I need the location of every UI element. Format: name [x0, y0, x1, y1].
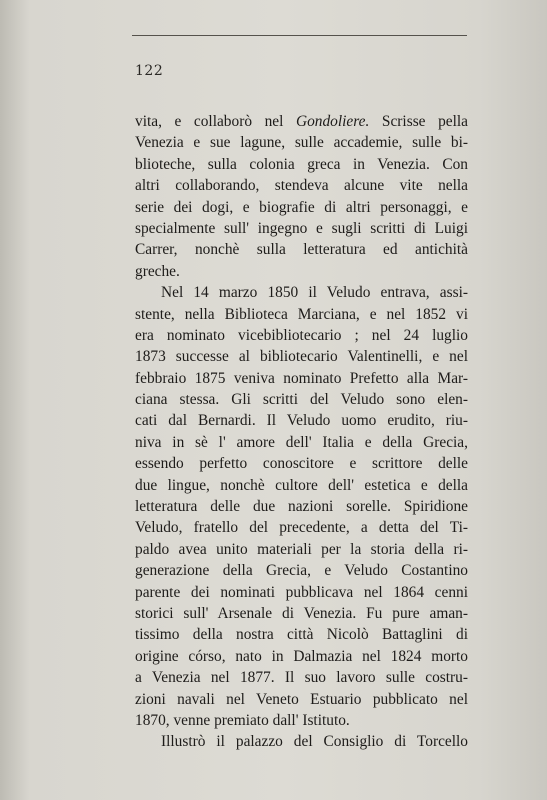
text-line-segment: stente, nella Biblioteca Marciana, e nel 1852 vi [135, 305, 468, 323]
text-line-segment: essendo perfetto conoscitore e scrittore delle [135, 455, 468, 473]
text-line [135, 239, 468, 260]
text-line [135, 154, 468, 175]
text-line [135, 667, 468, 688]
header-rule [132, 35, 467, 36]
text-line [135, 453, 468, 474]
text-line [135, 539, 468, 560]
text-line [135, 218, 468, 239]
text-line [135, 410, 468, 431]
text-line [135, 325, 468, 346]
text-line [135, 496, 468, 517]
text-line-segment: Venezia e sue lagune, sulle accademie, sulle bi- [135, 134, 468, 152]
text-line-segment: Illustrò il palazzo del Consiglio di Torcello [161, 733, 468, 751]
text-line [135, 475, 468, 496]
text-line [135, 261, 468, 282]
text-line-segment: Nel 14 marzo 1850 il Veludo entrava, assi- [161, 284, 468, 302]
text-line-segment: era nominato vicebibliotecario ; nel 24 luglio [135, 326, 468, 344]
text-line [135, 304, 468, 325]
text-line-segment: niva in sè l' amore dell' Italia e della Grecia, [135, 433, 468, 451]
text-line [135, 517, 468, 538]
text-line [135, 689, 468, 710]
text-line-segment: febbraio 1875 veniva nominato Prefetto alla Mar- [135, 369, 468, 387]
text-line-segment: zioni navali nel Veneto Estuario pubblicato nel [135, 690, 468, 708]
text-line-segment: paldo avea unito materiali per la storia della ri- [135, 540, 468, 558]
text-line-segment: due lingue, nonchè cultore dell' estetica e della [135, 476, 468, 494]
text-line-segment: tissimo della nostra città Nicolò Battaglini di [135, 626, 468, 644]
text-line-segment: specialmente sull' ingegno e sugli scritti di Luigi [135, 219, 468, 237]
text-line [135, 624, 468, 645]
text-line-segment: Scrisse pella [369, 113, 468, 130]
text-line [135, 132, 468, 153]
text-line-segment: letteratura delle due nazioni sorelle. Spiridione [135, 498, 468, 516]
text-line-segment: Veludo, fratello del precedente, a detta del Ti- [135, 519, 468, 537]
text-line-segment: a Venezia nel 1877. Il suo lavoro sulle costru- [135, 669, 468, 687]
text-line [135, 111, 468, 132]
text-line-segment: Carrer, nonchè sulla letteratura ed antichità [135, 241, 468, 259]
text-line-segment: origine córso, nato in Dalmazia nel 1824 morto [135, 647, 468, 665]
text-line-segment: blioteche, sulla colonia greca in Venezia. Con [135, 155, 468, 173]
text-line [135, 282, 468, 303]
text-line-segment: vita, e collaborò nel [135, 113, 296, 130]
text-line-segment: greche. [135, 262, 180, 280]
text-line [135, 560, 468, 581]
text-line [135, 346, 468, 367]
text-line-segment: parente dei nominati pubblicava nel 1864 cenni [135, 583, 468, 601]
body-text [135, 111, 468, 753]
text-line [135, 731, 468, 752]
text-line [135, 710, 468, 731]
text-line [135, 368, 468, 389]
text-line-segment: altri collaborando, stendeva alcune vite nella [135, 177, 468, 195]
text-line [135, 389, 468, 410]
text-line [135, 175, 468, 196]
italic-title: Gondoliere. [295, 113, 370, 130]
text-line-segment: storici sull' Arsenale di Venezia. Fu pure aman- [135, 604, 468, 622]
text-line [135, 197, 468, 218]
page-number: 122 [135, 63, 164, 79]
text-line-segment: 1870, venne premiato dall' Istituto. [135, 711, 350, 729]
text-line-segment: 1873 successe al bibliotecario Valentinelli, e nel [135, 348, 468, 366]
text-line [135, 432, 468, 453]
text-line-segment: cati dal Bernardi. Il Veludo uomo erudito, riu- [135, 412, 468, 430]
text-line-segment: ciana stessa. Gli scritti del Veludo sono elen- [135, 391, 468, 409]
text-line-segment: serie dei dogi, e biografie di altri personaggi, e [135, 198, 468, 216]
text-line [135, 582, 468, 603]
text-line [135, 646, 468, 667]
text-line [135, 603, 468, 624]
text-line-segment: generazione della Grecia, e Veludo Costantino [135, 562, 468, 580]
